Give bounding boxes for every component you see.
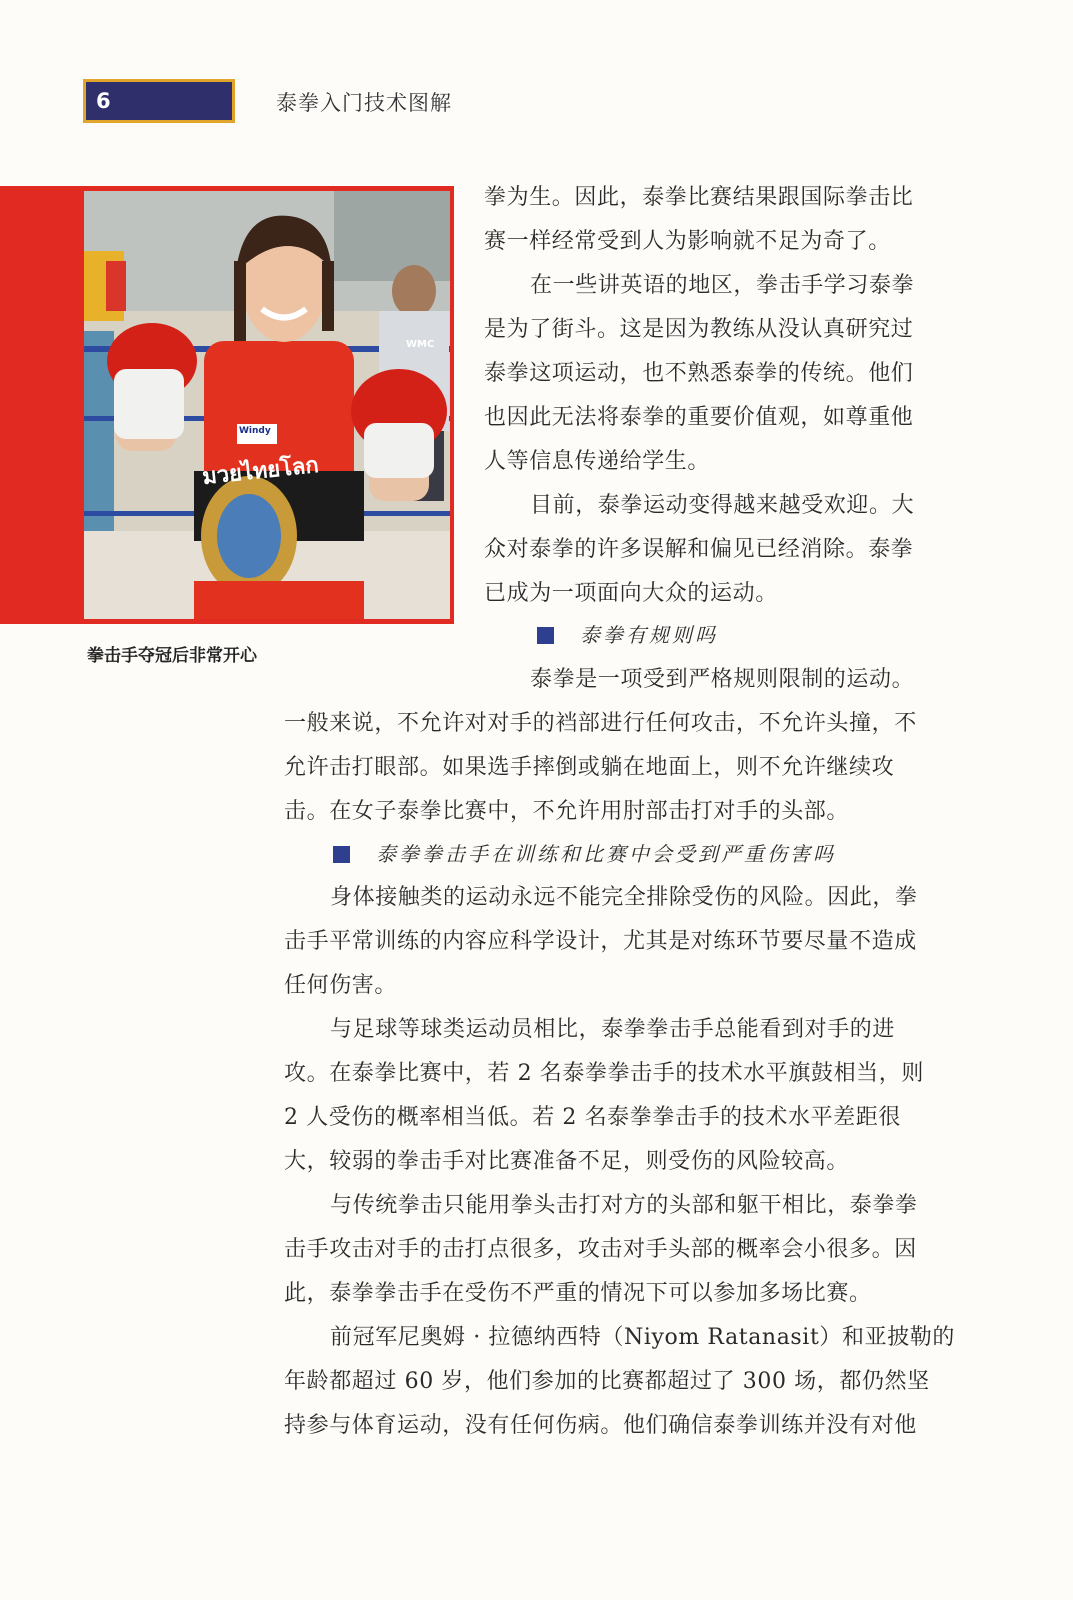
section-heading-injury: 泰拳拳击手在训练和比赛中会受到严重伤害吗 [376,842,836,866]
text-line: 允许击打眼部。如果选手摔倒或躺在地面上，则不允许继续攻 [284,755,895,780]
text-line: 也因此无法将泰拳的重要价值观，如尊重他 [484,405,914,430]
text-line: 2 人受伤的概率相当低。若 2 名泰拳拳击手的技术水平差距很 [284,1105,901,1130]
text-line: 任何伤害。 [284,973,398,998]
text-line: 泰拳这项运动，也不熟悉泰拳的传统。他们 [484,361,914,386]
text-line: 击手平常训练的内容应科学设计，尤其是对练环节要尽量不造成 [284,929,917,954]
shirt-logo-text: Windy [239,426,271,436]
text-line: 攻。在泰拳比赛中，若 2 名泰拳拳击手的技术水平旗鼓相当，则 [284,1061,924,1086]
text-line: 与足球等球类运动员相比，泰拳拳击手总能看到对手的进 [330,1017,896,1042]
text-line: 在一些讲英语的地区，拳击手学习泰拳 [530,273,915,298]
text-line: 击手攻击对手的击打点很多，攻击对手头部的概率会小很多。因 [284,1237,917,1262]
text-line: 击。在女子泰拳比赛中，不允许用肘部击打对手的头部。 [284,799,850,824]
heading-square-icon [333,846,350,863]
text-line: 是为了街斗。这是因为教练从没认真研究过 [484,317,914,342]
page-number-box [83,79,235,123]
text-line: 持参与体育运动，没有任何伤病。他们确信泰拳训练并没有对他 [284,1413,917,1438]
running-title: 泰拳入门技术图解 [276,91,452,115]
shirt-script-text: มวยไทยโลก [201,452,320,491]
text-line: 拳为生。因此，泰拳比赛结果跟国际拳击比 [484,185,914,210]
text-line: 大，较弱的拳击手对比赛准备不足，则受伤的风险较高。 [284,1149,850,1174]
page-number: 6 [96,89,111,113]
figure-caption: 拳击手夺冠后非常开心 [87,646,257,666]
text-line: 前冠军尼奥姆 · 拉德纳西特（Niyom Ratanasit）和亚披勒的 [330,1325,955,1350]
text-line: 泰拳是一项受到严格规则限制的运动。 [530,667,915,692]
text-line: 身体接触类的运动永远不能完全排除受伤的风险。因此，拳 [330,885,918,910]
text-line: 已成为一项面向大众的运动。 [484,581,778,606]
text-line: 赛一样经常受到人为影响就不足为奇了。 [484,229,891,254]
heading-square-icon [537,627,554,644]
photo-boxer-champion [84,191,450,619]
section-heading-rules: 泰拳有规则吗 [580,623,718,647]
text-line: 人等信息传递给学生。 [484,449,711,474]
text-line: 年龄都超过 60 岁，他们参加的比赛都超过了 300 场，都仍然坚 [284,1369,930,1394]
text-line: 目前，泰拳运动变得越来越受欢迎。大 [530,493,915,518]
text-line: 与传统拳击只能用拳头击打对方的头部和躯干相比，泰拳拳 [330,1193,918,1218]
text-line: 一般来说，不允许对对手的裆部进行任何攻击，不允许头撞，不 [284,711,917,736]
text-line: 众对泰拳的许多误解和偏见已经消除。泰拳 [484,537,914,562]
text-line: 此，泰拳拳击手在受伤不严重的情况下可以参加多场比赛。 [284,1281,872,1306]
ring-sign-text: WMC [406,339,435,350]
